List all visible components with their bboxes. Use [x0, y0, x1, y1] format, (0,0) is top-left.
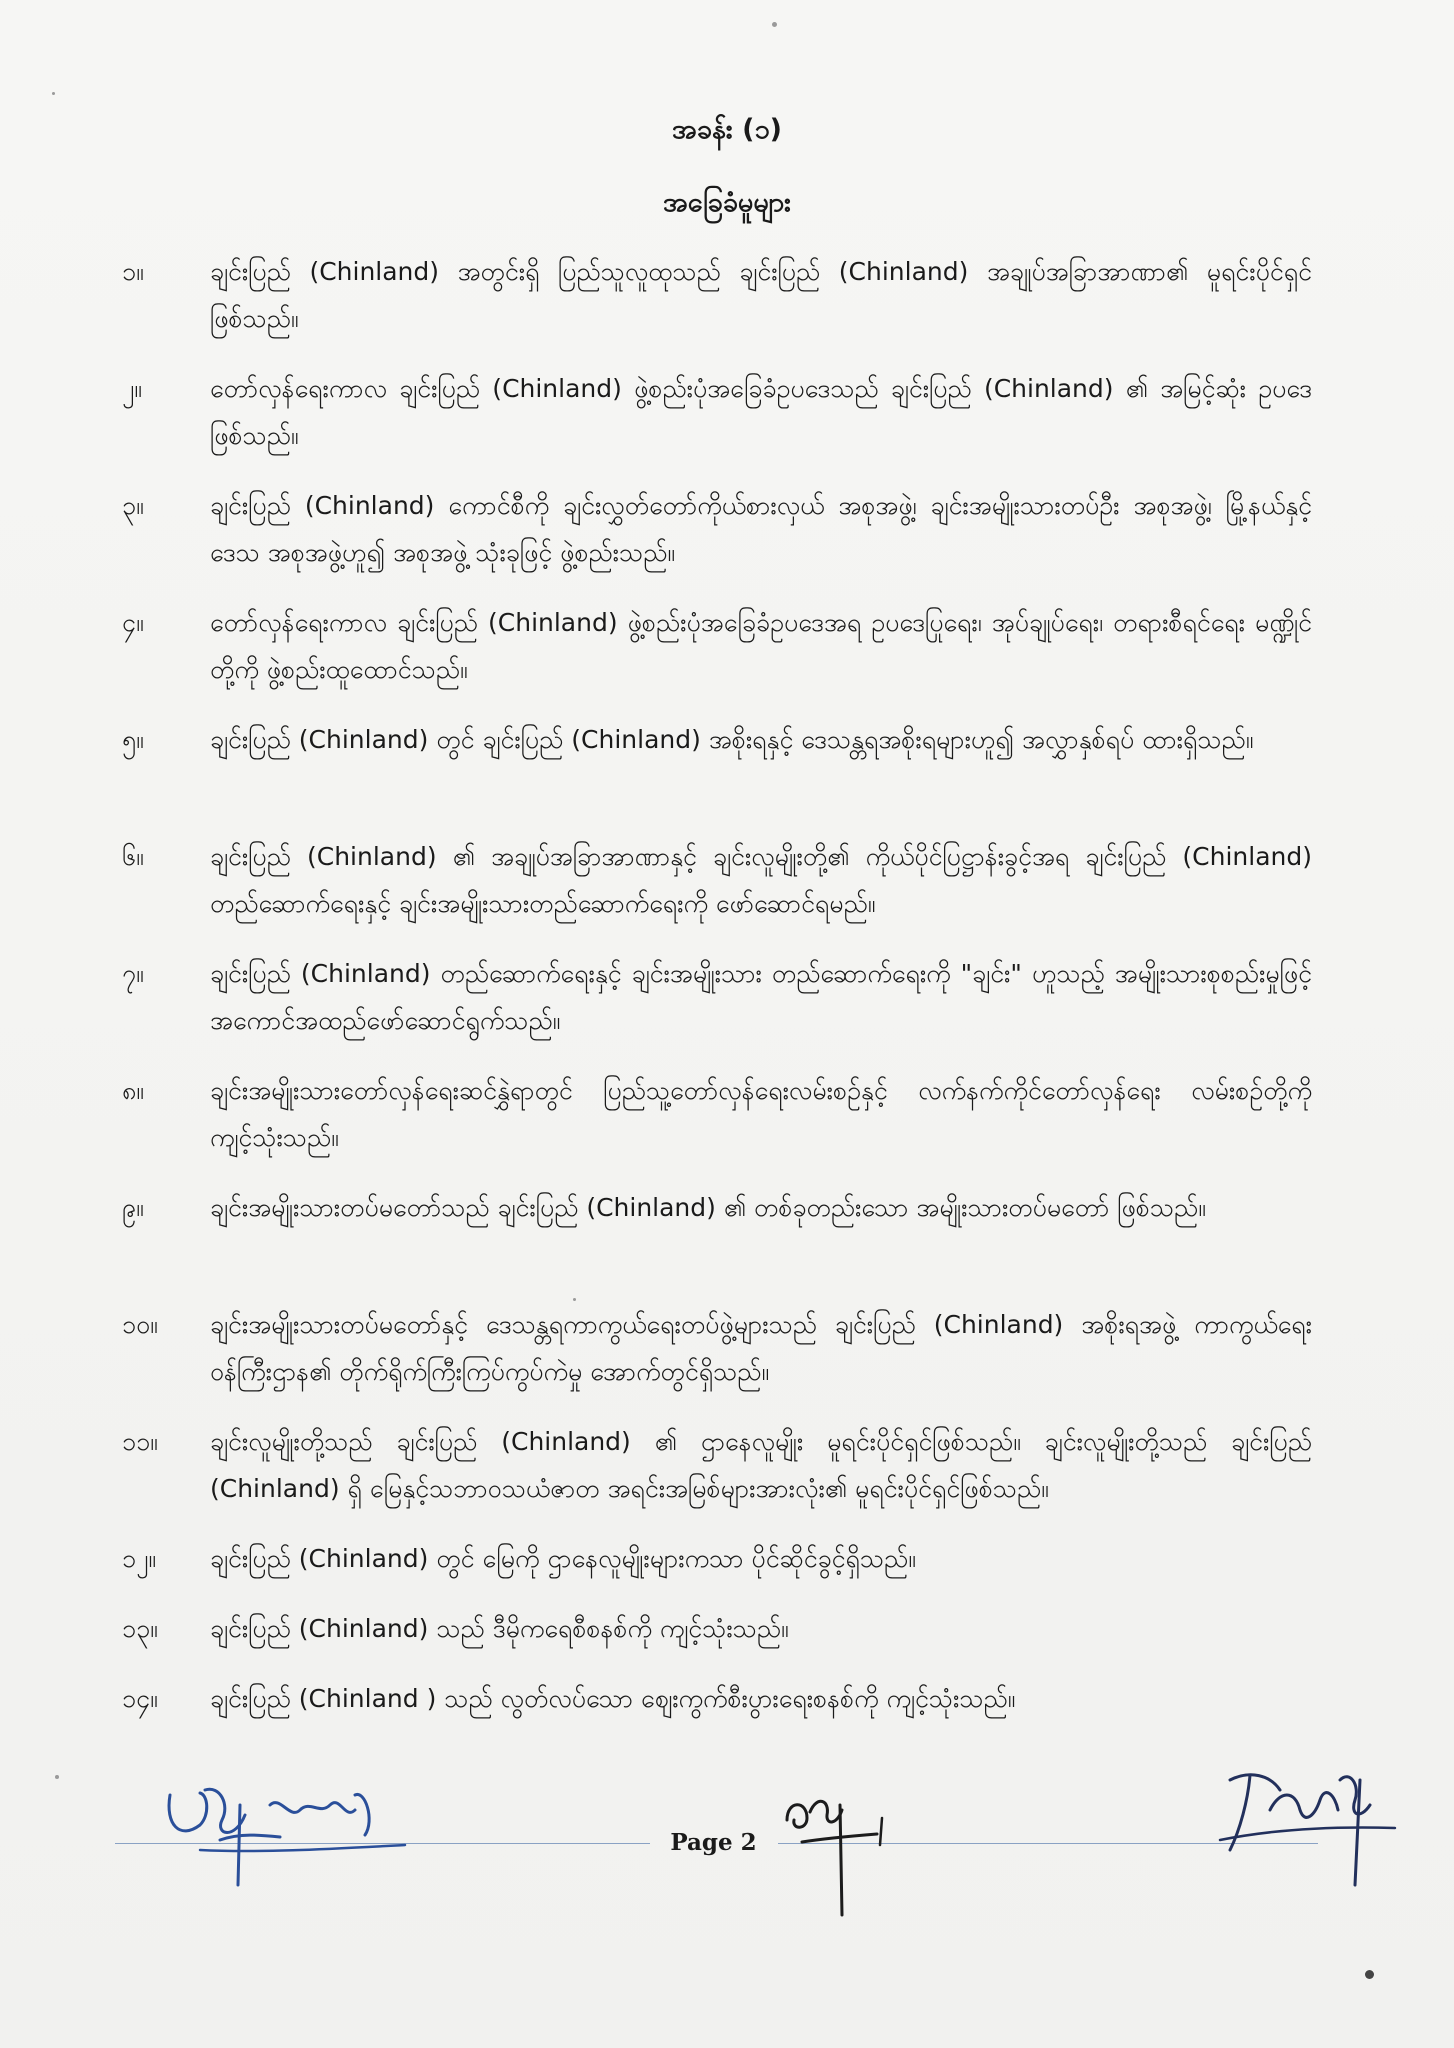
- clause-item: [122, 248, 1312, 365]
- clause-item: [122, 833, 1312, 950]
- clause-item: [122, 482, 1312, 599]
- section-title: အခြေခံမူများ: [663, 187, 791, 218]
- clause-number: ၄။: [122, 608, 144, 637]
- clause-number: ၉။: [122, 1193, 144, 1222]
- clause-number: ၁၃။: [122, 1614, 158, 1643]
- clause-text: ချင်းအမျိုးသားတပ်မတော်သည် ချင်းပြည် (Chinland) ၏ တစ်ခုတည်းသော အမျိုးသားတပ်မတော် ဖြစ်သည်။: [210, 1193, 1206, 1222]
- clause-item: [122, 365, 1312, 482]
- paper-speck: [772, 22, 777, 27]
- signature-right: [1210, 1760, 1400, 1890]
- paper-speck: [573, 1298, 576, 1301]
- clause-text: ချင်းပြည် (Chinland) တည်ဆောက်ရေးနှင့် ချင်းအမျိုးသား တည်ဆောက်ရေးကို "ချင်း" ဟူသည့် အမျိုးသားစုစည်းမှုဖြင့် အကောင်အထည်ဖော်ဆောင်ရွက်သည်။: [210, 959, 1312, 1035]
- clause-text: ချင်းအမျိုးသားတပ်မတော်နှင့် ဒေသန္တရကာကွယ်ရေးတပ်ဖွဲ့များသည် ချင်းပြည် (Chinland) အစိုးရအဖွဲ့ ကာကွယ်ရေး ဝန်ကြီးဌာန၏ တိုက်ရိုက်ကြီးကြပ်ကွပ်ကဲမှု အောက်တွင်ရှိသည်။: [210, 1310, 1312, 1386]
- clause-number: ၃။: [122, 491, 144, 520]
- clause-text: တော်လှန်ရေးကာလ ချင်းပြည် (Chinland) ဖွဲ့စည်းပုံအခြေခံဥပဒေသည် ချင်းပြည် (Chinland) ၏ အမြင့်ဆုံး ဥပဒေဖြစ်သည်။: [210, 374, 1312, 450]
- clause-text: ချင်းအမျိုးသားတော်လှန်ရေးဆင်နွှဲရာတွင် ပြည်သူ့တော်လှန်ရေးလမ်းစဉ်နှင့် လက်နက်ကိုင်တော်လှန်ရေး လမ်းစဉ်တို့ကို ကျင့်သုံးသည်။: [210, 1076, 1312, 1152]
- clause-number: ၇။: [122, 959, 144, 988]
- clause-text: ချင်းပြည် (Chinland) အတွင်းရှိ ပြည်သူလူထုသည် ချင်းပြည် (Chinland) အချုပ်အခြာအာဏာ၏ မူရင်းပိုင်ရှင် ဖြစ်သည်။: [210, 257, 1312, 333]
- clause-text: တော်လှန်ရေးကာလ ချင်းပြည် (Chinland) ဖွဲ့စည်းပုံအခြေခံဥပဒေအရ ဥပဒေပြုရေး၊ အုပ်ချုပ်ရေး၊ တရားစီရင်ရေး မဏ္ဍိုင်တို့ကို ဖွဲ့စည်းထူထောင်သည်။: [210, 608, 1312, 684]
- clause-text: ချင်းပြည် (Chinland) ကောင်စီကို ချင်းလွှတ်တော်ကိုယ်စားလှယ် အစုအဖွဲ့၊ ချင်းအမျိုးသားတပ်ဦး အစုအဖွဲ့၊ မြို့နယ်နှင့်ဒေသ အစုအဖွဲ့ဟူ၍ အစုအဖွဲ့ သုံးခုဖြင့် ဖွဲ့စည်းသည်။: [210, 491, 1312, 567]
- clause-text: ချင်းပြည် (Chinland) သည် ဒီမိုကရေစီစနစ်ကို ကျင့်သုံးသည်။: [210, 1614, 789, 1643]
- clause-item: [122, 1067, 1312, 1184]
- clause-item: [122, 599, 1312, 716]
- clause-item: [122, 1535, 1312, 1605]
- clause-number: ၅။: [122, 725, 144, 754]
- clause-number: ၁၁။: [122, 1427, 158, 1456]
- signature-left: [160, 1765, 410, 1905]
- paper-speck: [1365, 1970, 1374, 1979]
- clause-item: [122, 950, 1312, 1067]
- clause-text: ချင်းလူမျိုးတို့သည် ချင်းပြည် (Chinland) ၏ ဌာနေလူမျိုး မူရင်းပိုင်ရှင်ဖြစ်သည်။ ချင်းလူမျိုးတို့သည် ချင်းပြည် (Chinland) ရှိ မြေနှင့်သဘာဝသယံဇာတ အရင်းအမြစ်များအားလုံး၏ မူရင်းပိုင်ရှင်ဖြစ်သည်။: [210, 1427, 1312, 1503]
- clause-list: [122, 248, 1312, 1745]
- clause-item: [122, 1418, 1312, 1535]
- clause-number: ၆။: [122, 842, 144, 871]
- clause-item: [122, 716, 1312, 833]
- clause-text: ချင်းပြည် (Chinland) တွင် ချင်းပြည် (Chinland) အစိုးရနှင့် ဒေသန္တရအစိုးရများဟူ၍ အလွှာနှစ်ရပ် ထားရှိသည်။: [210, 725, 1254, 754]
- clause-number: ၂။: [122, 374, 142, 403]
- paper-speck: [55, 1775, 59, 1779]
- clause-number: ၁၄။: [122, 1684, 158, 1713]
- clause-item: [122, 1675, 1312, 1745]
- clause-number: ၈။: [122, 1076, 144, 1105]
- clause-item: [122, 1301, 1312, 1418]
- clause-item: [122, 1605, 1312, 1675]
- clause-text: ချင်းပြည် (Chinland) ၏ အချုပ်အခြာအာဏာနှင့် ချင်းလူမျိုးတို့၏ ကိုယ်ပိုင်ပြဋ္ဌာန်းခွင့်အရ ချင်းပြည် (Chinland) တည်ဆောက်ရေးနှင့် ချင်းအမျိုးသားတည်ဆောက်ရေးကို ဖော်ဆောင်ရမည်။: [210, 842, 1312, 918]
- signature-middle: [782, 1790, 902, 1920]
- clause-number: ၁။: [122, 257, 144, 286]
- page-number: Page 2: [670, 1829, 757, 1856]
- clause-text: ချင်းပြည် (Chinland ) သည် လွတ်လပ်သော ဈေးကွက်စီးပွားရေးစနစ်ကို ကျင့်သုံးသည်။: [210, 1684, 1016, 1713]
- clause-number: ၁၂။: [122, 1544, 156, 1573]
- clause-item: [122, 1184, 1312, 1301]
- chapter-heading: အခန်း (၁): [671, 114, 783, 145]
- clause-text: ချင်းပြည် (Chinland) တွင် မြေကို ဌာနေလူမျိုးများကသာ ပိုင်ဆိုင်ခွင့်ရှိသည်။: [210, 1544, 916, 1573]
- paper-speck: [52, 92, 55, 95]
- clause-number: ၁၀။: [122, 1310, 158, 1339]
